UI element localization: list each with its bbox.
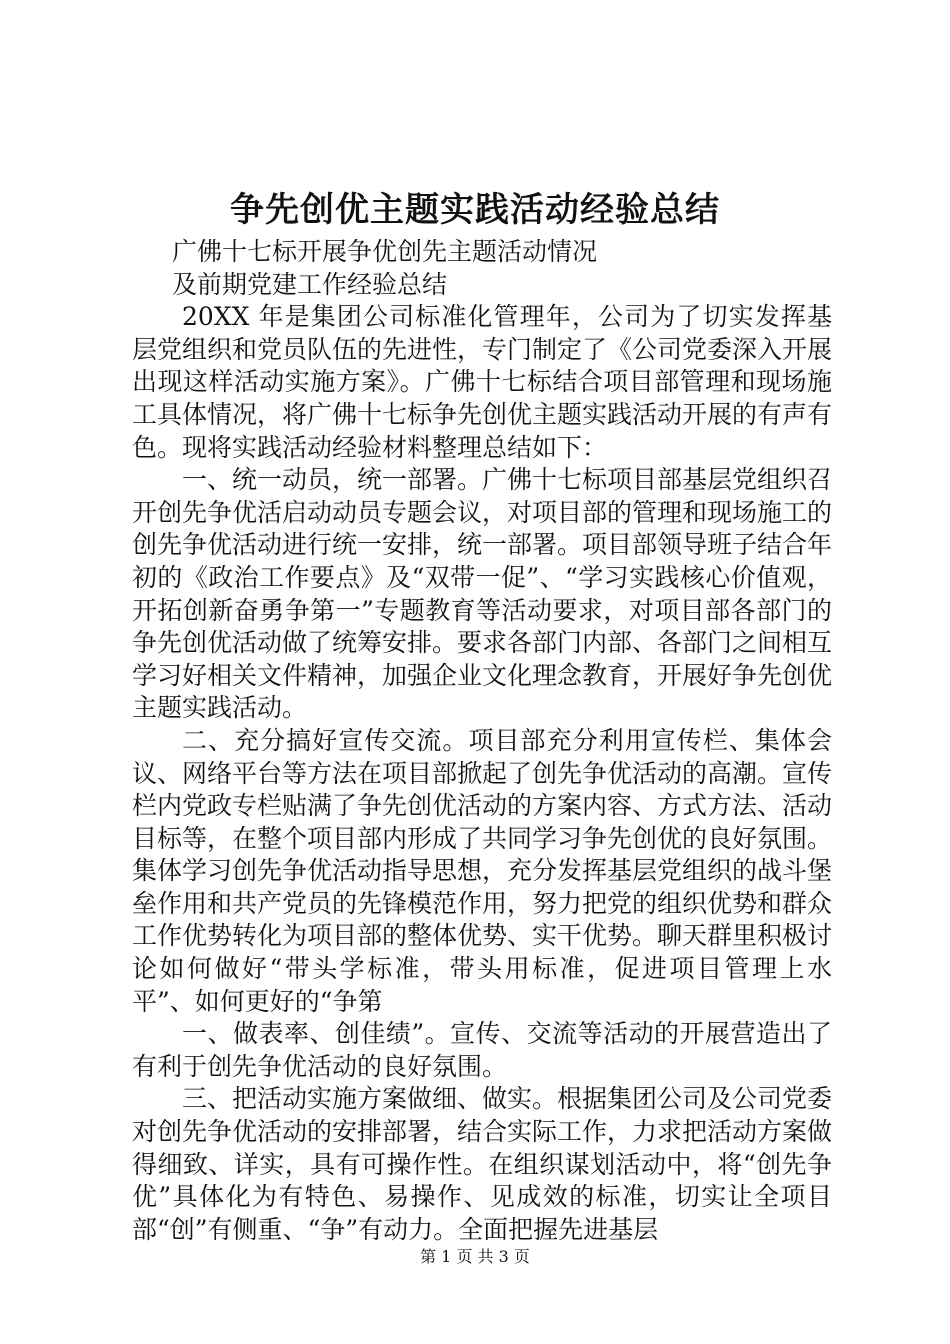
subtitle-line-2: 及前期党建工作经验总结 <box>172 269 448 299</box>
paragraph-section-3: 三、把活动实施方案做细、做实。根据集团公司及公司党委对创先争优活动的安排部署，结合实际工作，力求把活动方案做得细致、详实，具有可操作性。在组织谋划活动中，将“创先争优”具体化为有特色、易操作、见成效的标准，切实让全项目部“创”有侧重、“争”有动力。全面把握先进基层 <box>132 1084 833 1244</box>
paragraph-section-2: 二、充分搞好宣传交流。项目部充分利用宣传栏、集体会议、网络平台等方法在项目部掀起了创先争优活动的高潮。宣传栏内党政专栏贴满了争先创优活动的方案内容、方式方法、活动目标等，在整个项目部内形成了共同学习争先创优的良好氛围。集体学习创先争优活动指导思想，充分发挥基层党组织的战斗堡垒作用和共产党员的先锋模范作用，努力把党的组织优势和群众工作优势转化为项目部的整体优势、实干优势。聊天群里积极讨论如何做好“带头学标准，带头用标准，促进项目管理上水平”、如何更好的“争第 <box>132 725 833 1016</box>
subtitle-line-1: 广佛十七标开展争优创先主题活动情况 <box>172 237 598 266</box>
document-body <box>132 236 832 1246</box>
paragraph-section-2-continued: 一、做表率、创佳绩”。宣传、交流等活动的开展营造出了有利于创先争优活动的良好氛围。 <box>132 1019 832 1081</box>
document-title: 争先创优主题实践活动经验总结 <box>230 190 720 230</box>
paragraph-intro: 20XX 年是集团公司标准化管理年，公司为了切实发挥基层党组织和党员队伍的先进性，专门制定了《公司党委深入开展出现这样活动实施方案》。广佛十七标结合项目部管理和现场施工具体情况，将广佛十七标争先创优主题实践活动开展的有声有色。现将实践活动经验材料整理总结如下： <box>132 302 833 462</box>
page-number: 第 1 页 共 3 页 <box>420 1247 530 1266</box>
paragraph-section-1: 一、统一动员，统一部署。广佛十七标项目部基层党组织召开创先争优活启动动员专题会议，对项目部的管理和现场施工的创先争优活动进行统一安排，统一部署。项目部领导班子结合年初的《政治工作要点》及“双带一促”、“学习实践核心价值观，开拓创新奋勇争第一”专题教育等活动要求，对项目部各部门的争先创优活动做了统筹安排。要求各部门内部、各部门之间相互学习好相关文件精神，加强企业文化理念教育，开展好争先创优主题实践活动。 <box>132 465 833 723</box>
